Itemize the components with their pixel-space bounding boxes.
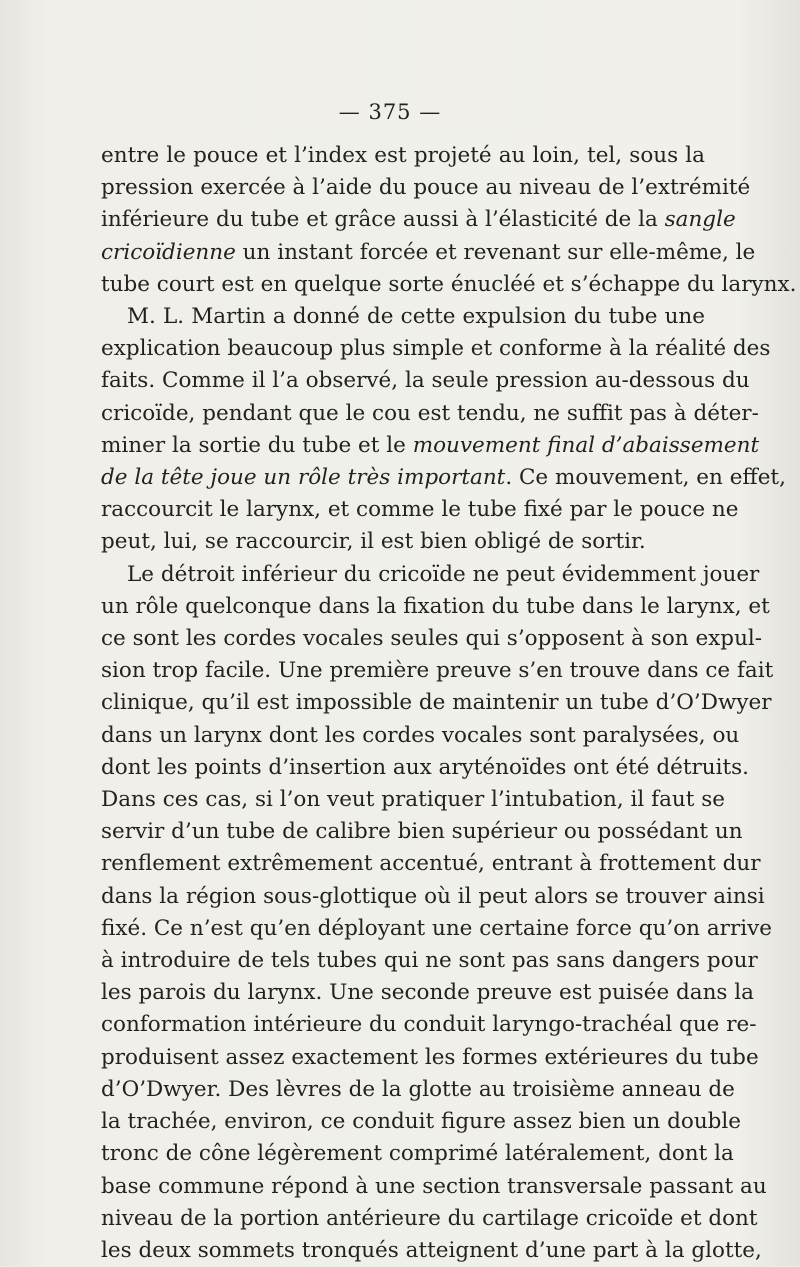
text-run: d’O’Dwyer. Des lèvres de la glotte au troisième anneau de <box>101 1076 735 1102</box>
paragraph <box>101 140 797 301</box>
text-run: la trachée, environ, ce conduit figure assez bien un double <box>101 1109 742 1135</box>
text-line <box>101 720 740 752</box>
text-run: clinique, qu’il est impossible de maintenir un tube d’O’Dwyer <box>101 690 772 716</box>
text-run: les parois du larynx. Une seconde preuve est puisée dans la <box>101 980 754 1006</box>
text-run: servir d’un tube de calibre bien supérieur ou possédant un <box>101 819 743 845</box>
text-line <box>101 365 750 397</box>
text-line <box>101 1171 767 1203</box>
text-run: miner la sortie du tube et le <box>101 432 413 458</box>
text-line <box>101 269 797 301</box>
text-run: fixé. Ce n’est qu’en déployant une certaine force qu’on arrive <box>101 915 772 941</box>
italic-text: de la tête joue un rôle très important <box>101 465 506 491</box>
text-line <box>101 204 736 236</box>
text-line <box>101 1042 759 1074</box>
text-run: inférieure du tube et grâce aussi à l’élasticité de la <box>101 207 665 233</box>
text-line <box>101 752 750 784</box>
text-run: les deux sommets tronqués atteignent d’une part à la glotte, <box>101 1237 762 1263</box>
text-line <box>101 1203 758 1235</box>
text-line <box>101 848 761 880</box>
paragraph <box>101 559 774 1267</box>
italic-text: sangle <box>664 207 736 233</box>
page-number: — 375 — <box>338 100 442 124</box>
text-line <box>101 398 759 430</box>
text-line <box>101 1074 735 1106</box>
text-line <box>101 430 760 462</box>
body-text <box>101 140 797 1267</box>
text-run: raccourcit le larynx, et comme le tube fixé par le pouce ne <box>101 497 739 523</box>
text-line <box>101 881 765 913</box>
text-line <box>101 784 725 816</box>
text-line <box>101 1106 742 1138</box>
text-run: M. L. Martin a donné de cette expulsion du tube une <box>127 304 705 330</box>
italic-text: mouvement final d’abaissement <box>412 432 760 458</box>
text-run: un instant forcée et revenant sur elle-même, le <box>235 239 756 265</box>
text-line <box>101 816 743 848</box>
text-line <box>101 462 786 494</box>
text-line <box>101 301 705 333</box>
text-line <box>101 623 763 655</box>
text-line <box>101 559 760 591</box>
text-line <box>101 913 772 945</box>
text-run: cricoïde, pendant que le cou est tendu, ne suffit pas à déter- <box>101 400 759 426</box>
text-run: dont les points d’insertion aux aryténoïdes ont été détruits. <box>101 754 750 780</box>
text-run: tube court est en quelque sorte énucléé et s’échappe du larynx. <box>101 271 797 297</box>
text-line <box>101 333 771 365</box>
text-run: renflement extrêmement accentué, entrant à frottement dur <box>101 851 761 877</box>
text-run: un rôle quelconque dans la fixation du tube dans le larynx, et <box>101 593 770 619</box>
text-run: sion trop facile. Une première preuve s’en trouve dans ce fait <box>101 658 774 684</box>
text-line <box>101 1138 734 1170</box>
text-run: explication beaucoup plus simple et conforme à la réalité des <box>101 336 771 362</box>
text-line <box>101 140 705 172</box>
text-run: Dans ces cas, si l’on veut pratiquer l’intubation, il faut se <box>101 787 725 813</box>
text-run: dans la région sous-glottique où il peut alors se trouver ainsi <box>101 883 765 909</box>
text-run: dans un larynx dont les cordes vocales sont paralysées, ou <box>101 722 740 748</box>
text-run: à introduire de tels tubes qui ne sont pas sans dangers pour <box>101 948 758 974</box>
text-run: . Ce mouvement, en effet, <box>505 465 786 491</box>
text-line <box>101 1009 757 1041</box>
text-run: entre le pouce et l’index est projeté au loin, tel, sous la <box>101 143 705 168</box>
text-line <box>101 1235 762 1267</box>
text-line <box>101 687 772 719</box>
text-line <box>101 945 758 977</box>
text-line <box>101 494 739 526</box>
text-run: conformation intérieure du conduit laryngo-trachéal que re- <box>101 1012 757 1038</box>
text-line <box>101 526 705 558</box>
text-line <box>101 977 754 1009</box>
text-line <box>101 655 774 687</box>
text-run: pression exercée à l’aide du pouce au niveau de l’extrémité <box>101 175 751 201</box>
text-run: niveau de la portion antérieure du cartilage cricoïde et dont <box>101 1205 758 1231</box>
text-run: base commune répond à une section transversale passant au <box>101 1173 767 1199</box>
italic-text: cricoïdienne <box>101 239 236 265</box>
text-run: peut, lui, se raccourcir, il est bien obligé de sortir. <box>101 529 646 555</box>
text-run: Le détroit inférieur du cricoïde ne peut évidemment jouer <box>127 561 760 587</box>
text-run: ce sont les cordes vocales seules qui s’opposent à son expul- <box>101 626 763 652</box>
text-line <box>101 172 751 204</box>
text-run: produisent assez exactement les formes extérieures du tube <box>101 1044 759 1070</box>
text-run: tronc de cône légèrement comprimé latéralement, dont la <box>101 1141 734 1167</box>
text-line <box>101 237 756 269</box>
text-run: faits. Comme il l’a observé, la seule pression au-dessous du <box>101 368 750 394</box>
text-line <box>101 591 770 623</box>
paragraph <box>101 301 786 559</box>
